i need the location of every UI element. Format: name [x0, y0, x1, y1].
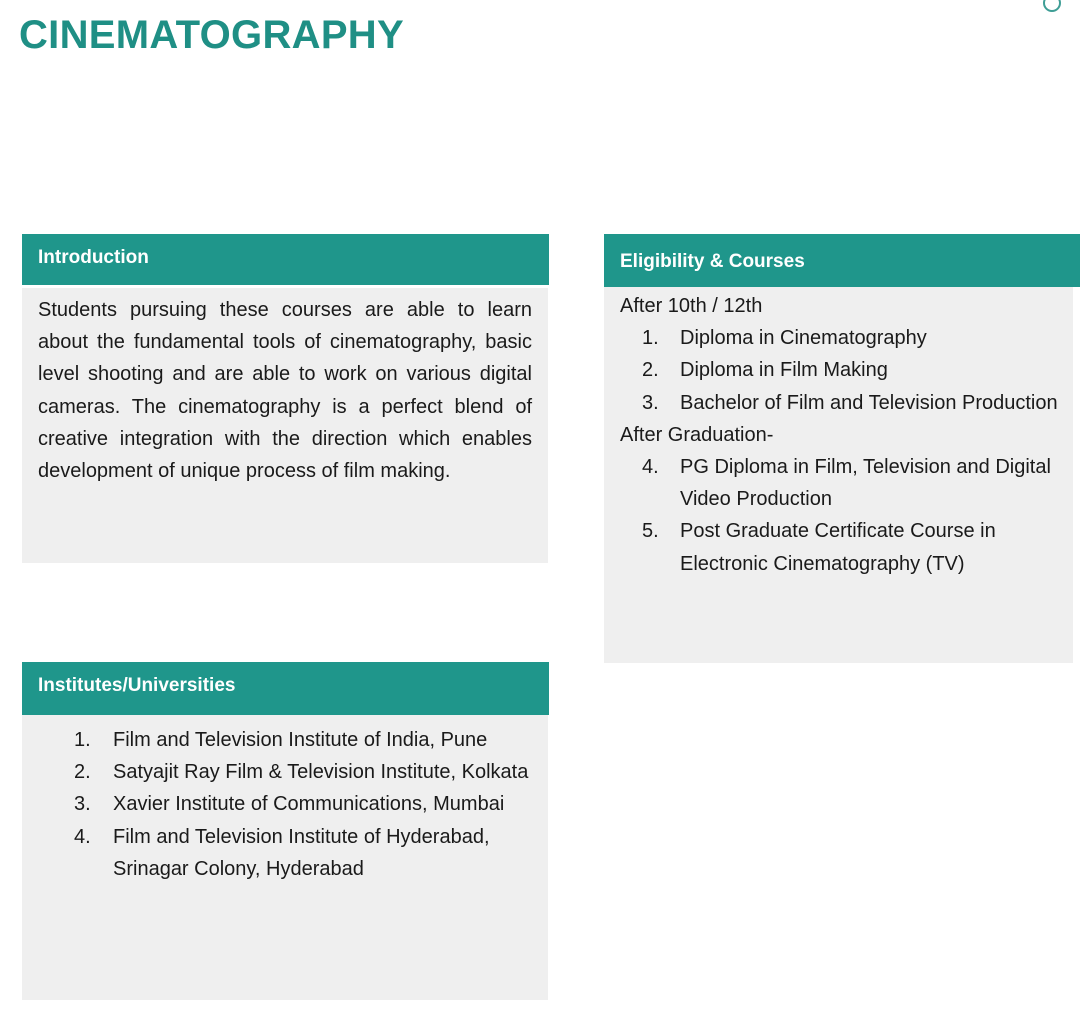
list-item-number: 3. [642, 391, 659, 414]
list-item-number: 4. [74, 825, 91, 848]
introduction-text: Students pursuing these courses are able to learn about the fundamental tools of cinematography, basic level shooting and are able to work on various digital cameras. The cinematography is a perfect blend of creative integration with the direction which enables development of unique process of film making. [38, 299, 532, 483]
circle-icon [1043, 0, 1061, 12]
list-item-text: Film and Television Institute of Hyderabad, Srinagar Colony, Hyderabad [113, 825, 490, 880]
list-item-number: 1. [642, 327, 659, 350]
course-list-after-12th [620, 322, 1080, 419]
institutes-panel [22, 662, 548, 1000]
list-item-text: Bachelor of Film and Television Production [680, 391, 1058, 414]
list-item-number: 5. [642, 520, 659, 543]
list-item [74, 788, 544, 820]
list-item [620, 515, 1080, 579]
list-item-text: Post Graduate Certificate Course in Electronic Cinematography (TV) [680, 520, 996, 575]
list-item-text: Film and Television Institute of India, Pune [113, 729, 488, 751]
institutes-body [74, 724, 544, 885]
group-label-after-12th: After 10th / 12th [620, 295, 763, 317]
list-item [74, 756, 544, 788]
list-item-text: Diploma in Cinematography [680, 327, 927, 350]
course-list-after-graduation [620, 451, 1080, 580]
eligibility-heading: Eligibility & Courses [604, 234, 1080, 287]
list-item-number: 2. [642, 359, 659, 382]
group-label-after-graduation: After Graduation- [620, 423, 774, 446]
list-item [620, 354, 1080, 386]
list-item-number: 4. [642, 456, 659, 479]
list-item [620, 451, 1080, 515]
list-item [74, 821, 544, 885]
eligibility-panel [604, 234, 1073, 663]
list-item-text: Xavier Institute of Communications, Mumbai [113, 793, 505, 816]
list-item-text: Diploma in Film Making [680, 359, 888, 382]
introduction-panel [22, 234, 548, 563]
list-item-number: 3. [74, 793, 91, 816]
list-item-text: Satyajit Ray Film & Television Institute, Kolkata [113, 761, 529, 784]
list-item-number: 2. [74, 761, 91, 784]
eligibility-body [620, 290, 1080, 580]
institutes-heading: Institutes/Universities [22, 662, 549, 715]
list-item [74, 724, 544, 756]
list-item [620, 387, 1080, 419]
introduction-heading: Introduction [22, 234, 549, 288]
page-title: CINEMATOGRAPHY [19, 13, 404, 57]
list-item-text: PG Diploma in Film, Television and Digital Video Production [680, 456, 1051, 511]
institutes-list [74, 724, 544, 885]
list-item-number: 1. [74, 729, 91, 751]
list-item [620, 322, 1080, 354]
